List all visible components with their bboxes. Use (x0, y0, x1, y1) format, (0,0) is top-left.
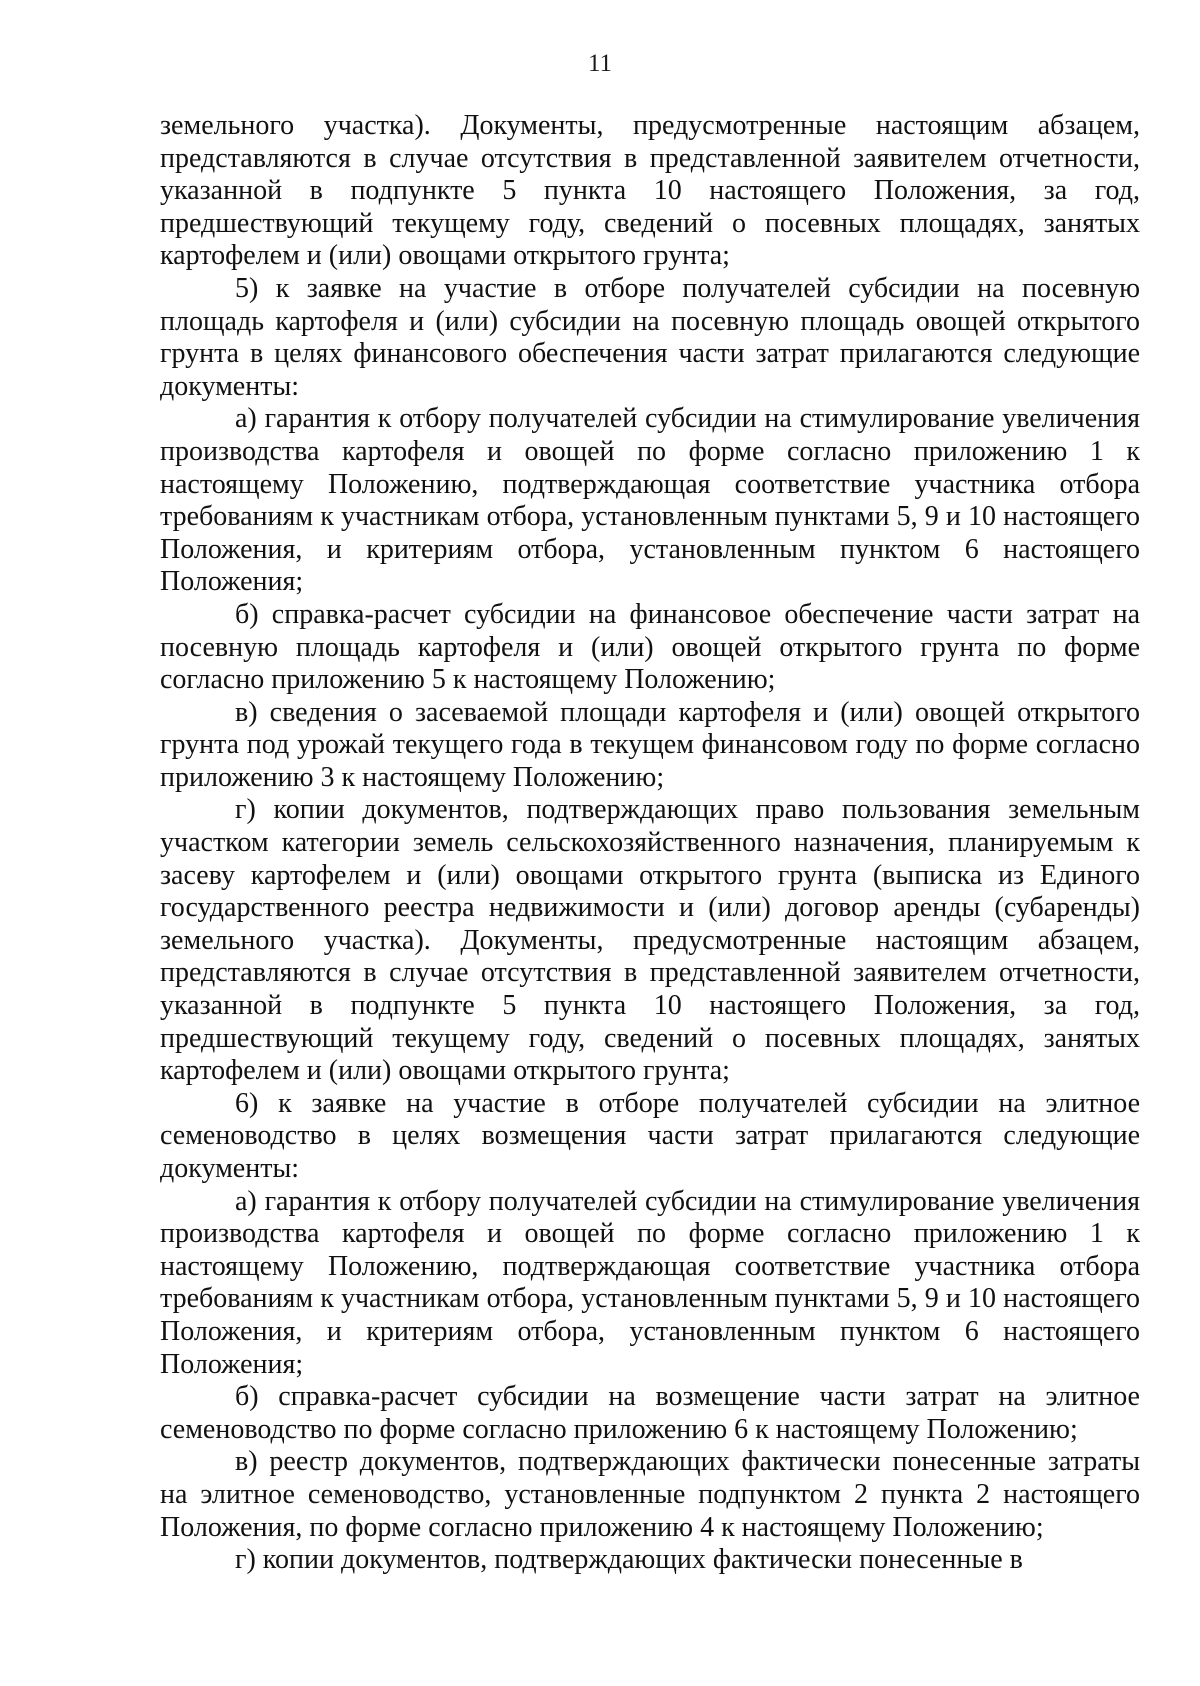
paragraph-item-6v: в) реестр документов, подтверждающих фактически понесенные затраты на элитное семеноводство, установленные подпунктом 2 пункта 2 настоящего Положения, по форме согласно приложению 4 к настоящему Положению; (160, 1446, 1140, 1543)
paragraph-item-6: 6) к заявке на участие в отборе получателей субсидии на элитное семеноводство в целях возмещения части затрат прилагаются следующие документы: (160, 1087, 1140, 1184)
page-number: 11 (587, 50, 613, 77)
paragraph-item-6g: г) копии документов, подтверждающих фактически понесенные в (235, 1544, 1023, 1576)
paragraph-item-5b: б) справка-расчет субсидии на финансовое обеспечение части затрат на посевную площадь картофеля и (или) овощей открытого грунта по форме согласно приложению 5 к настоящему Положению; (160, 598, 1140, 696)
paragraph-item-5a: а) гарантия к отбору получателей субсидии на стимулирование увеличения производства картофеля и овощей по форме согласно приложению 1 к настоящему Положению, подтверждающая соответствие участника отбора требованиям к участникам отбора, установленным пунктами 5, 9 и 10 настоящего Положения, и критериям отбора, установленным пунктом 6 настоящего Положения; (160, 403, 1140, 598)
paragraph-continuation: земельного участка). Документы, предусмотренные настоящим абзацем, представляются в случае отсутствия в представленной заявителем отчетности, указанной в подпункте 5 пункта 10 настоящего Положения, за год, предшествующий текущему году, сведений о посевных площадях, занятых картофелем и (или) овощами открытого грунта; (160, 110, 1140, 272)
paragraph-item-5v: в) сведения о засеваемой площади картофеля и (или) овощей открытого грунта под урожай текущего года в текущем финансовом году по форме согласно приложению 3 к настоящему Положению; (160, 696, 1140, 793)
document-body (160, 110, 1140, 1577)
paragraph-item-6a: а) гарантия к отбору получателей субсидии на стимулирование увеличения производства картофеля и овощей по форме согласно приложению 1 к настоящему Положению, подтверждающая соответствие участника отбора требованиям к участникам отбора, установленным пунктами 5, 9 и 10 настоящего Положения, и критериям отбора, установленным пунктом 6 настоящего Положения; (160, 1185, 1140, 1380)
paragraph-item-5g: г) копии документов, подтверждающих право пользования земельным участком категории земель сельскохозяйственного назначения, планируемым к засеву картофелем и (или) овощами открытого грунта (выписка из Единого государственного реестра недвижимости и (или) договор аренды (субаренды) земельного участка). Документы, предусмотренные настоящим абзацем, представляются в случае отсутствия в представленной заявителем отчетности, указанной в подпункте 5 пункта 10 настоящего Положения, за год, предшествующий текущему году, сведений о посевных площадях, занятых картофелем и (или) овощами открытого грунта; (160, 794, 1140, 1087)
paragraph-item-5: 5) к заявке на участие в отборе получателей субсидии на посевную площадь картофеля и (или) субсидии на посевную площадь овощей открытого грунта в целях финансового обеспечения части затрат прилагаются следующие документы: (160, 272, 1140, 402)
paragraph-item-6b: б) справка-расчет субсидии на возмещение части затрат на элитное семеноводство по форме согласно приложению 6 к настоящему Положению; (160, 1381, 1140, 1445)
